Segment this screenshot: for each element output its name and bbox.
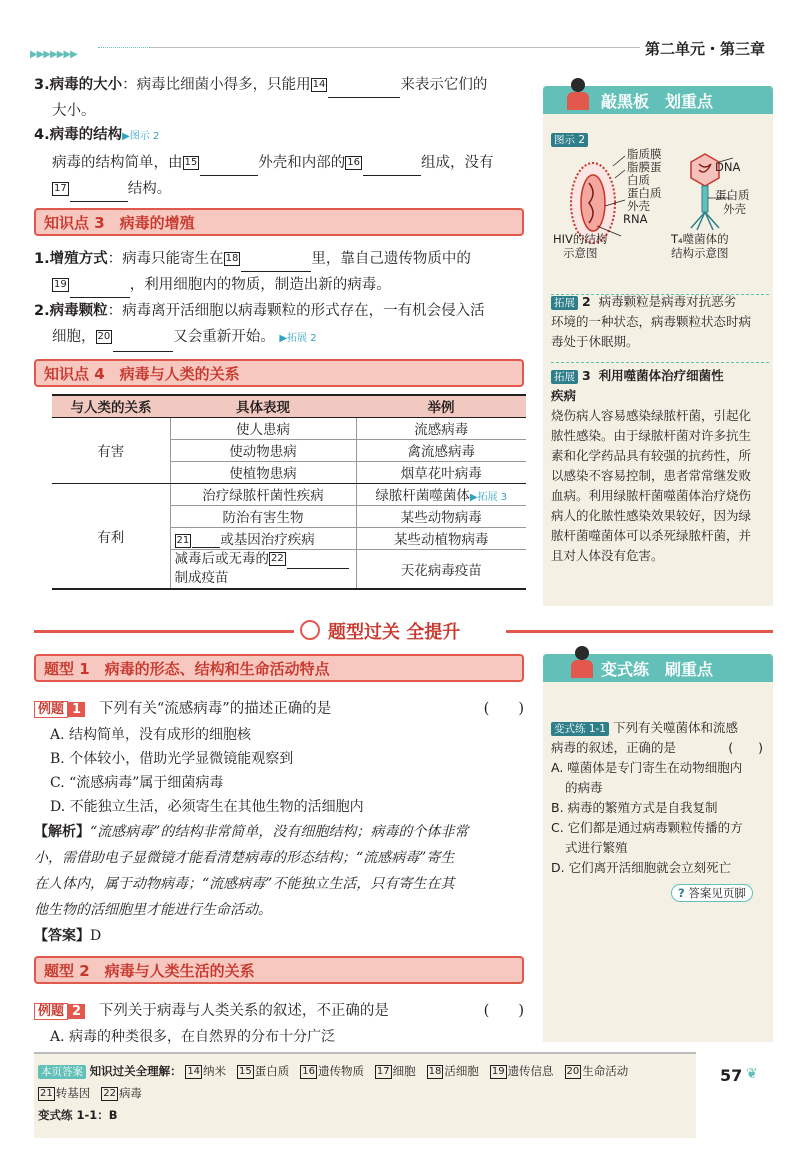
example-2: 例题 2 下列关于病毒与人类关系的叙述，不正确的是 ( ) A. 病毒的种类很多，在自然界的分布十分广泛	[34, 998, 524, 1049]
teacher-icon	[565, 78, 593, 114]
type-1-heading: 题型 1 病毒的形态、结构和生命活动特点	[34, 654, 524, 682]
footer-answers: 本页答案 知识过关全理解： 14 纳米 15 蛋白质 16 遗传物质 17 细胞 18 活细胞 19 遗传信息 20 生命活动 21 转基因 22 病毒 变式练 1-1：B	[34, 1052, 696, 1138]
knowledge-point-3-heading: 知识点 3 病毒的增殖	[34, 208, 524, 236]
relation-cell: 有害	[52, 417, 170, 483]
answer-item: 18 活细胞	[428, 1064, 479, 1078]
sidebar-title: 敲黑板 划重点	[543, 86, 773, 114]
section-3: 3.病毒的大小：病毒比细菌小得多，只能用 14 来表示它们的 大小。	[34, 77, 488, 119]
answer-hint[interactable]: ? 答案见页脚	[671, 884, 753, 902]
table-row: 有利 治疗绿脓杆菌性疾病 绿脓杆菌噬菌体▶拓展 3	[52, 483, 526, 505]
answer-item: 21 转基因	[40, 1086, 91, 1100]
figure-tag: 图示 2	[551, 133, 588, 147]
option[interactable]: C. “流感病毒”属于细菌病毒	[50, 775, 224, 791]
knowledge-point-4-heading: 知识点 4 病毒与人类的关系	[34, 359, 524, 387]
type-2-heading: 题型 2 病毒与人类生活的关系	[34, 956, 524, 984]
table-row: 防治有害生物 某些动物病毒	[52, 505, 526, 527]
chapter-label: 第二单元・第三章	[645, 40, 766, 58]
proliferation-method: 1.增殖方式：病毒只能寄生在 18 里，靠自己遗传物质中的 19 ，利用细胞内的物质，制造出新的病毒。	[34, 246, 534, 298]
phage-caption: T₄噬菌体的 结构示意图	[671, 232, 729, 260]
option[interactable]: A. 结构简单，没有成形的细胞核	[50, 727, 252, 743]
answer-item: 17 细胞	[376, 1064, 416, 1078]
answer-item: 16 遗传物质	[302, 1064, 364, 1078]
option[interactable]: A. 病毒的种类很多，在自然界的分布十分广泛	[50, 1029, 336, 1045]
answer-item: 14 纳米	[187, 1064, 227, 1078]
leaf-icon: ❦	[746, 1066, 758, 1082]
table-row: 21 或基因治疗疾病 某些动植物病毒	[52, 527, 526, 549]
option[interactable]: B. 病毒的繁殖方式是自我复制	[551, 800, 718, 815]
page-number: 57	[720, 1066, 743, 1085]
teacher-icon	[569, 646, 597, 682]
hiv-caption: HIV的结构 示意图	[553, 232, 608, 260]
answer-item: 19 遗传信息	[491, 1064, 554, 1078]
extension-2: 拓展 2 病毒颗粒是病毒对抗恶劣 环境的一种状态，病毒颗粒状态时病 毒处于休眠期。	[551, 294, 752, 349]
option[interactable]: C. 它们都是通过病毒颗粒传播的方 式进行繁殖	[551, 820, 743, 855]
option[interactable]: A. 噬菌体是专门寄生在动物细胞内 的病毒	[551, 760, 743, 795]
sidebar-key-points	[543, 86, 773, 606]
answer-item: 20 生命活动	[566, 1064, 629, 1078]
example-1: 例题 1 下列有关“流感病毒”的描述正确的是 ( ) A. 结构简单，没有成形的细胞核 B. 个体较小，借助光学显微镜能观察到 C. “流感病毒”属于细菌病毒 D. 不能独立生活，必须寄生在其他生物的活细胞内 【解析】“流感病毒”的结构非常简单，没有细胞结构；病毒的个体非常 小，需借助电子显微镜才能看清楚病毒的形态结构；“流感病毒”寄生 在人体内，属于动物病毒；“流感病毒”不能独立生活，只有寄生在其 他生物的活细胞里才能进行生命活动。 【答案】D	[34, 696, 524, 949]
table-header: 与人类的关系	[52, 395, 170, 417]
banner-icon	[300, 620, 320, 640]
table-header: 举例	[356, 395, 526, 417]
relation-table	[52, 394, 526, 590]
answer-item: 22 病毒	[103, 1086, 142, 1100]
banner-line-left	[34, 630, 294, 633]
option[interactable]: B. 个体较小，借助光学显微镜能观察到	[50, 751, 294, 767]
sidebar-title: 变式练 刷重点	[543, 654, 773, 682]
phage-labels: DNA 蛋白质 外壳	[715, 160, 750, 216]
table-row: 有害 使人患病 流感病毒	[52, 417, 526, 439]
virus-particle: 2.病毒颗粒：病毒离开活细胞以病毒颗粒的形式存在，一有机会侵入活 细胞， 20 又会重新开始。 ▶拓展 2	[34, 298, 534, 352]
sidebar-variant: 变式练 刷重点 变式练 1-1 下列有关噬菌体和流感 病毒的叙述，正确的是 ( ) A. 噬菌体是专门寄生在动物细胞内 的病毒 B. 病毒的繁殖方式是自我复制 C. 它们都是通过病毒颗粒传播的方 式进行繁殖 D. 它们离开活细胞就会立刻死亡 ? 答案见页脚	[543, 654, 773, 1042]
table-row: 使植物患病 烟草花叶病毒	[52, 461, 526, 483]
option[interactable]: D. 不能独立生活，必须寄生在其他生物的活细胞内	[50, 799, 364, 815]
table-header: 具体表现	[170, 395, 356, 417]
banner-title: 题型过关 全提升	[328, 622, 461, 643]
option[interactable]: D. 它们离开活细胞就会立刻死亡	[551, 860, 732, 875]
analysis: 【解析】“流感病毒”的结构非常简单，没有细胞结构；病毒的个体非常 小，需借助电子显微镜才能看清楚病毒的形态结构；“流感病毒”寄生 在人体内，属于动物病毒；“流感病毒”不能独立生活，只有寄生在其 他生物的活细胞里才能进行生命活动。 【答案】D	[34, 824, 469, 944]
extension-3: 拓展 3 利用噬菌体治疗细菌性 疾病 烧伤病人容易感染绿脓杆菌，引起化 脓性感染。由于绿脓杆菌对许多抗生 素和化学药品具有较强的抗药性，所 以感染不容易控制，患者常常继发败 血病。利用绿脓杆菌噬菌体治疗烧伤 病人的化脓性感染效果较好，因为绿 脓杆菌噬菌体可以杀死绿脓杆菌，并 且对人体没有危害。	[551, 368, 752, 563]
header-decoration: ▶▶▶▶▶▶▶	[30, 42, 150, 54]
section-4: 4.病毒的结构▶图示 2 病毒的结构简单，由 15 外壳和内部的 16 组成，没有 17 结构。	[34, 122, 534, 202]
relation-cell: 有利	[52, 483, 170, 589]
banner-line-right	[506, 630, 773, 633]
hiv-labels: 脂质膜 脂膜蛋 白质 蛋白质 外壳 RNA	[623, 147, 662, 226]
header-rule	[150, 47, 640, 48]
answer-item: 15 蛋白质	[239, 1064, 290, 1078]
question-icon: ?	[678, 886, 685, 900]
table-row: 减毒后或无毒的 22 制成疫苗 天花病毒疫苗	[52, 549, 526, 589]
table-row: 使动物患病 禽流感病毒	[52, 439, 526, 461]
